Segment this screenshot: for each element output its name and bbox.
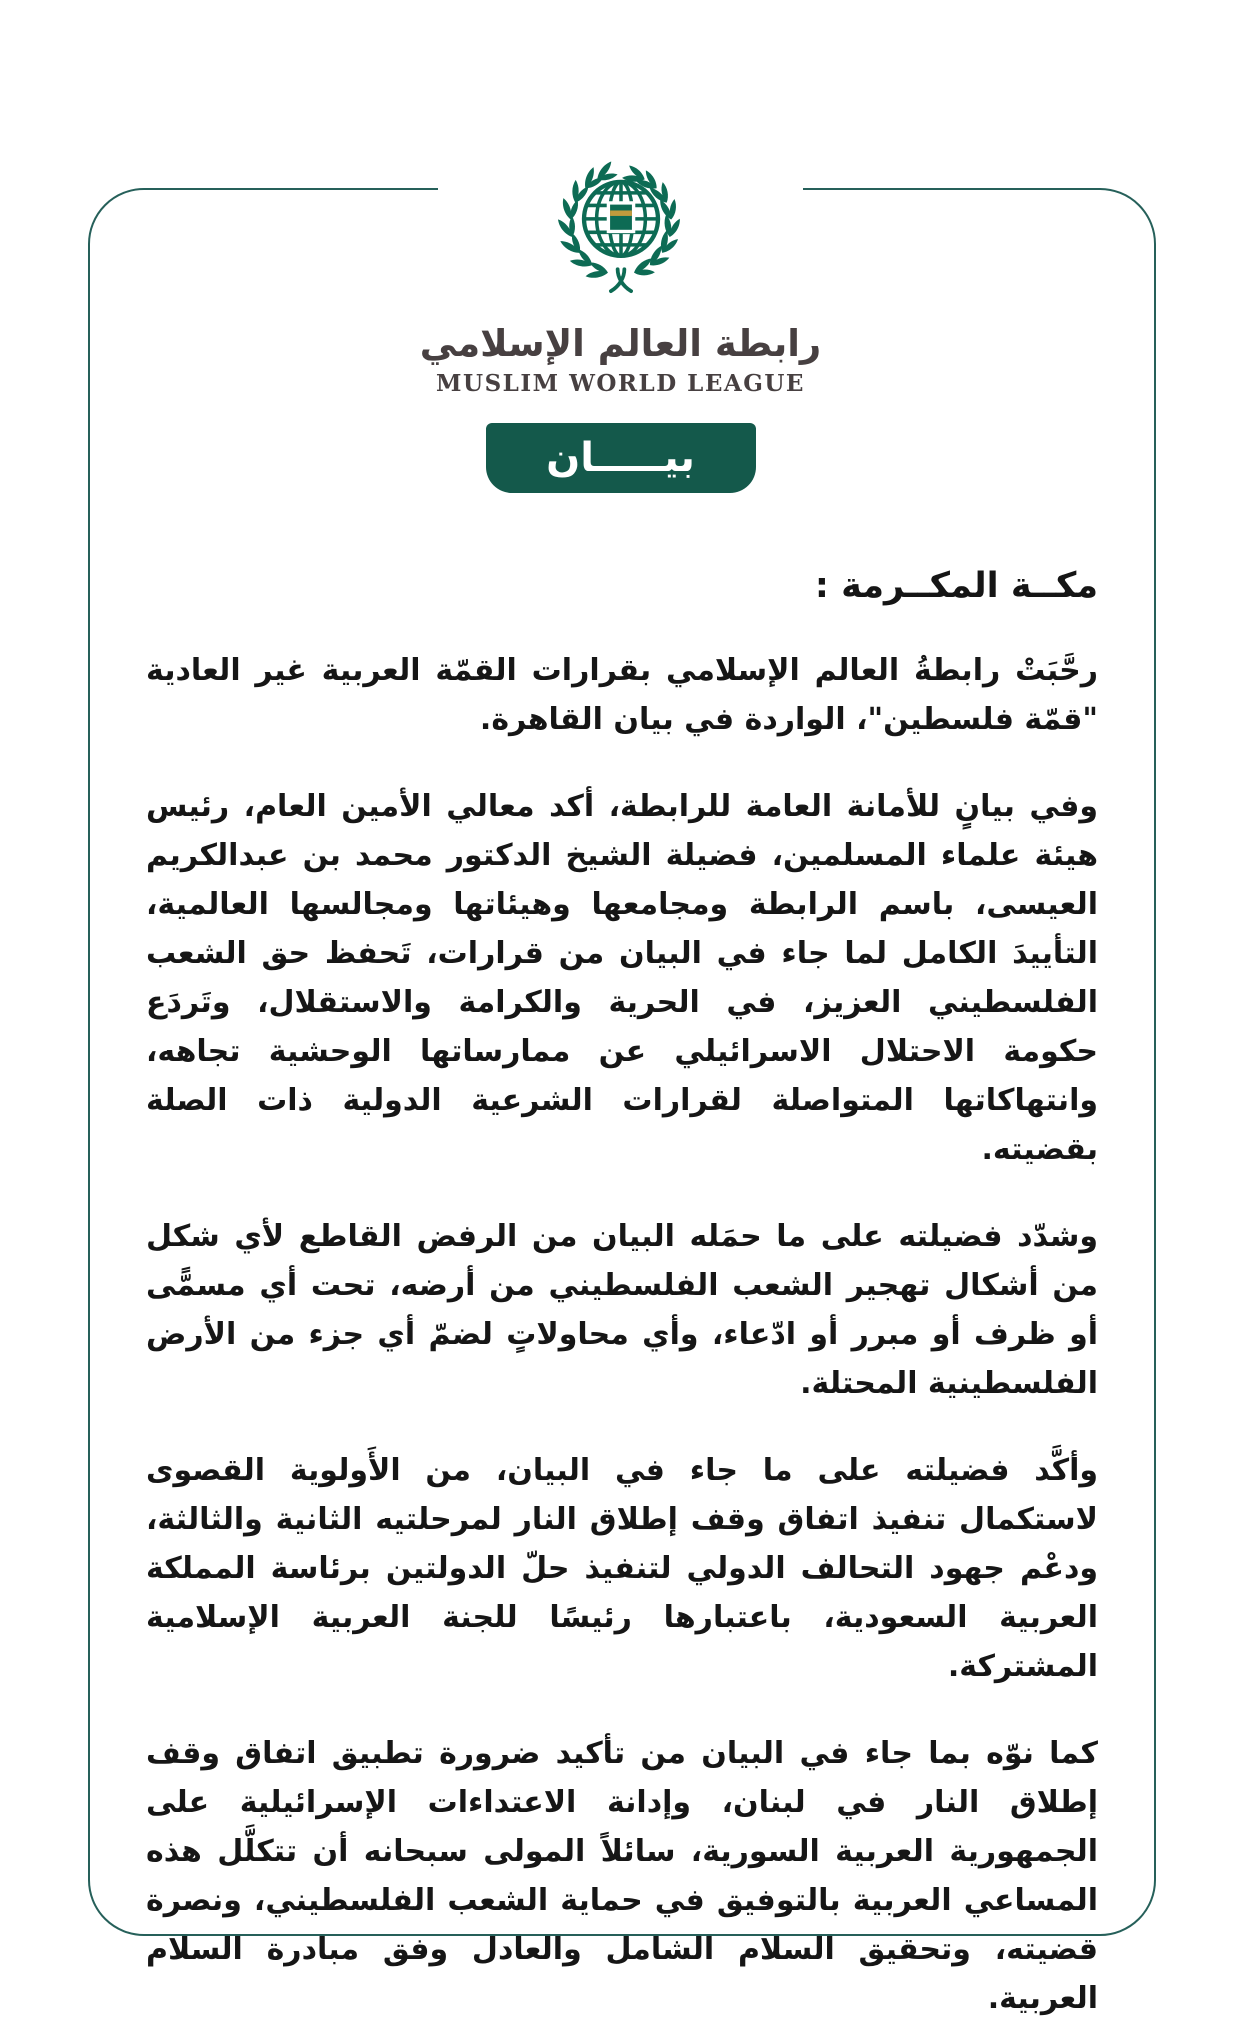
mwl-emblem-icon xyxy=(537,150,705,318)
statement-paragraph: وفي بيانٍ للأمانة العامة للرابطة، أكد معالي الأمين العام، رئيس هيئة علماء المسلمين، فضيلة الشيخ الدكتور محمد بن عبدالكريم العيسى، باسم الرابطة ومجامعها وهيئاتها ومجالسها العالمية، التأييدَ الكامل لما جاء في البيان من قرارات، تَحفظ حق الشعب الفلسطيني العزيز، في الحرية والكرامة والاستقلال، وتَردَع حكومة الاحتلال الاسرائيلي عن ممارساتها الوحشية تجاهه، وانتهاكاتها المتواصلة لقرارات الشرعية الدولية ذات الصلة بقضيته. xyxy=(146,789,1098,1167)
logo-english-name: MUSLIM WORLD LEAGUE xyxy=(436,370,805,398)
statement-paragraph: كما نوّه بما جاء في البيان من تأكيد ضرورة تطبيق اتفاق وقف إطلاق النار في لبنان، وإدانة الاعتداءات الإسرائيلية على الجمهورية العربية السورية، سائلاً المولى سبحانه أن تتكلَّل هذه المساعي العربية بالتوفيق في حماية الشعب الفلسطيني، ونصرة قضيته، وتحقيق السلام الشامل والعادل وفق مبادرة السلام العربية. xyxy=(146,1736,1098,2016)
statement-paragraph: رحَّبَتْ رابطةُ العالم الإسلامي بقرارات القمّة العربية غير العادية "قمّة فلسطين"، الواردة في بيان القاهرة. xyxy=(146,653,1098,737)
logo-arabic-name: رابطة العالم الإسلامي xyxy=(419,322,822,365)
statement-body xyxy=(146,566,1098,2023)
logo-block xyxy=(419,150,822,398)
dateline: مكــة المكــرمة : xyxy=(814,566,1098,606)
statement-banner xyxy=(486,423,756,493)
kaaba-icon xyxy=(606,201,635,233)
statement-paragraph: وشدّد فضيلته على ما حمَله البيان من الرفض القاطع لأي شكل من أشكال تهجير الشعب الفلسطيني من أرضه، تحت أي مسمًّى أو ظرف أو مبرر أو ادّعاء، وأي محاولاتٍ لضمّ أي جزء من الأرض الفلسطينية المحتلة. xyxy=(146,1219,1098,1401)
banner-label: بيـــــان xyxy=(546,435,695,481)
statement-paragraph: وأكَّد فضيلته على ما جاء في البيان، من الأَولوية القصوى لاستكمال تنفيذ اتفاق وقف إطلاق النار لمرحلتيه الثانية والثالثة، ودعْم جهود التحالف الدولي لتنفيذ حلّ الدولتين برئاسة المملكة العربية السعودية، باعتبارها رئيسًا للجنة العربية الإسلامية المشتركة. xyxy=(146,1453,1098,1684)
